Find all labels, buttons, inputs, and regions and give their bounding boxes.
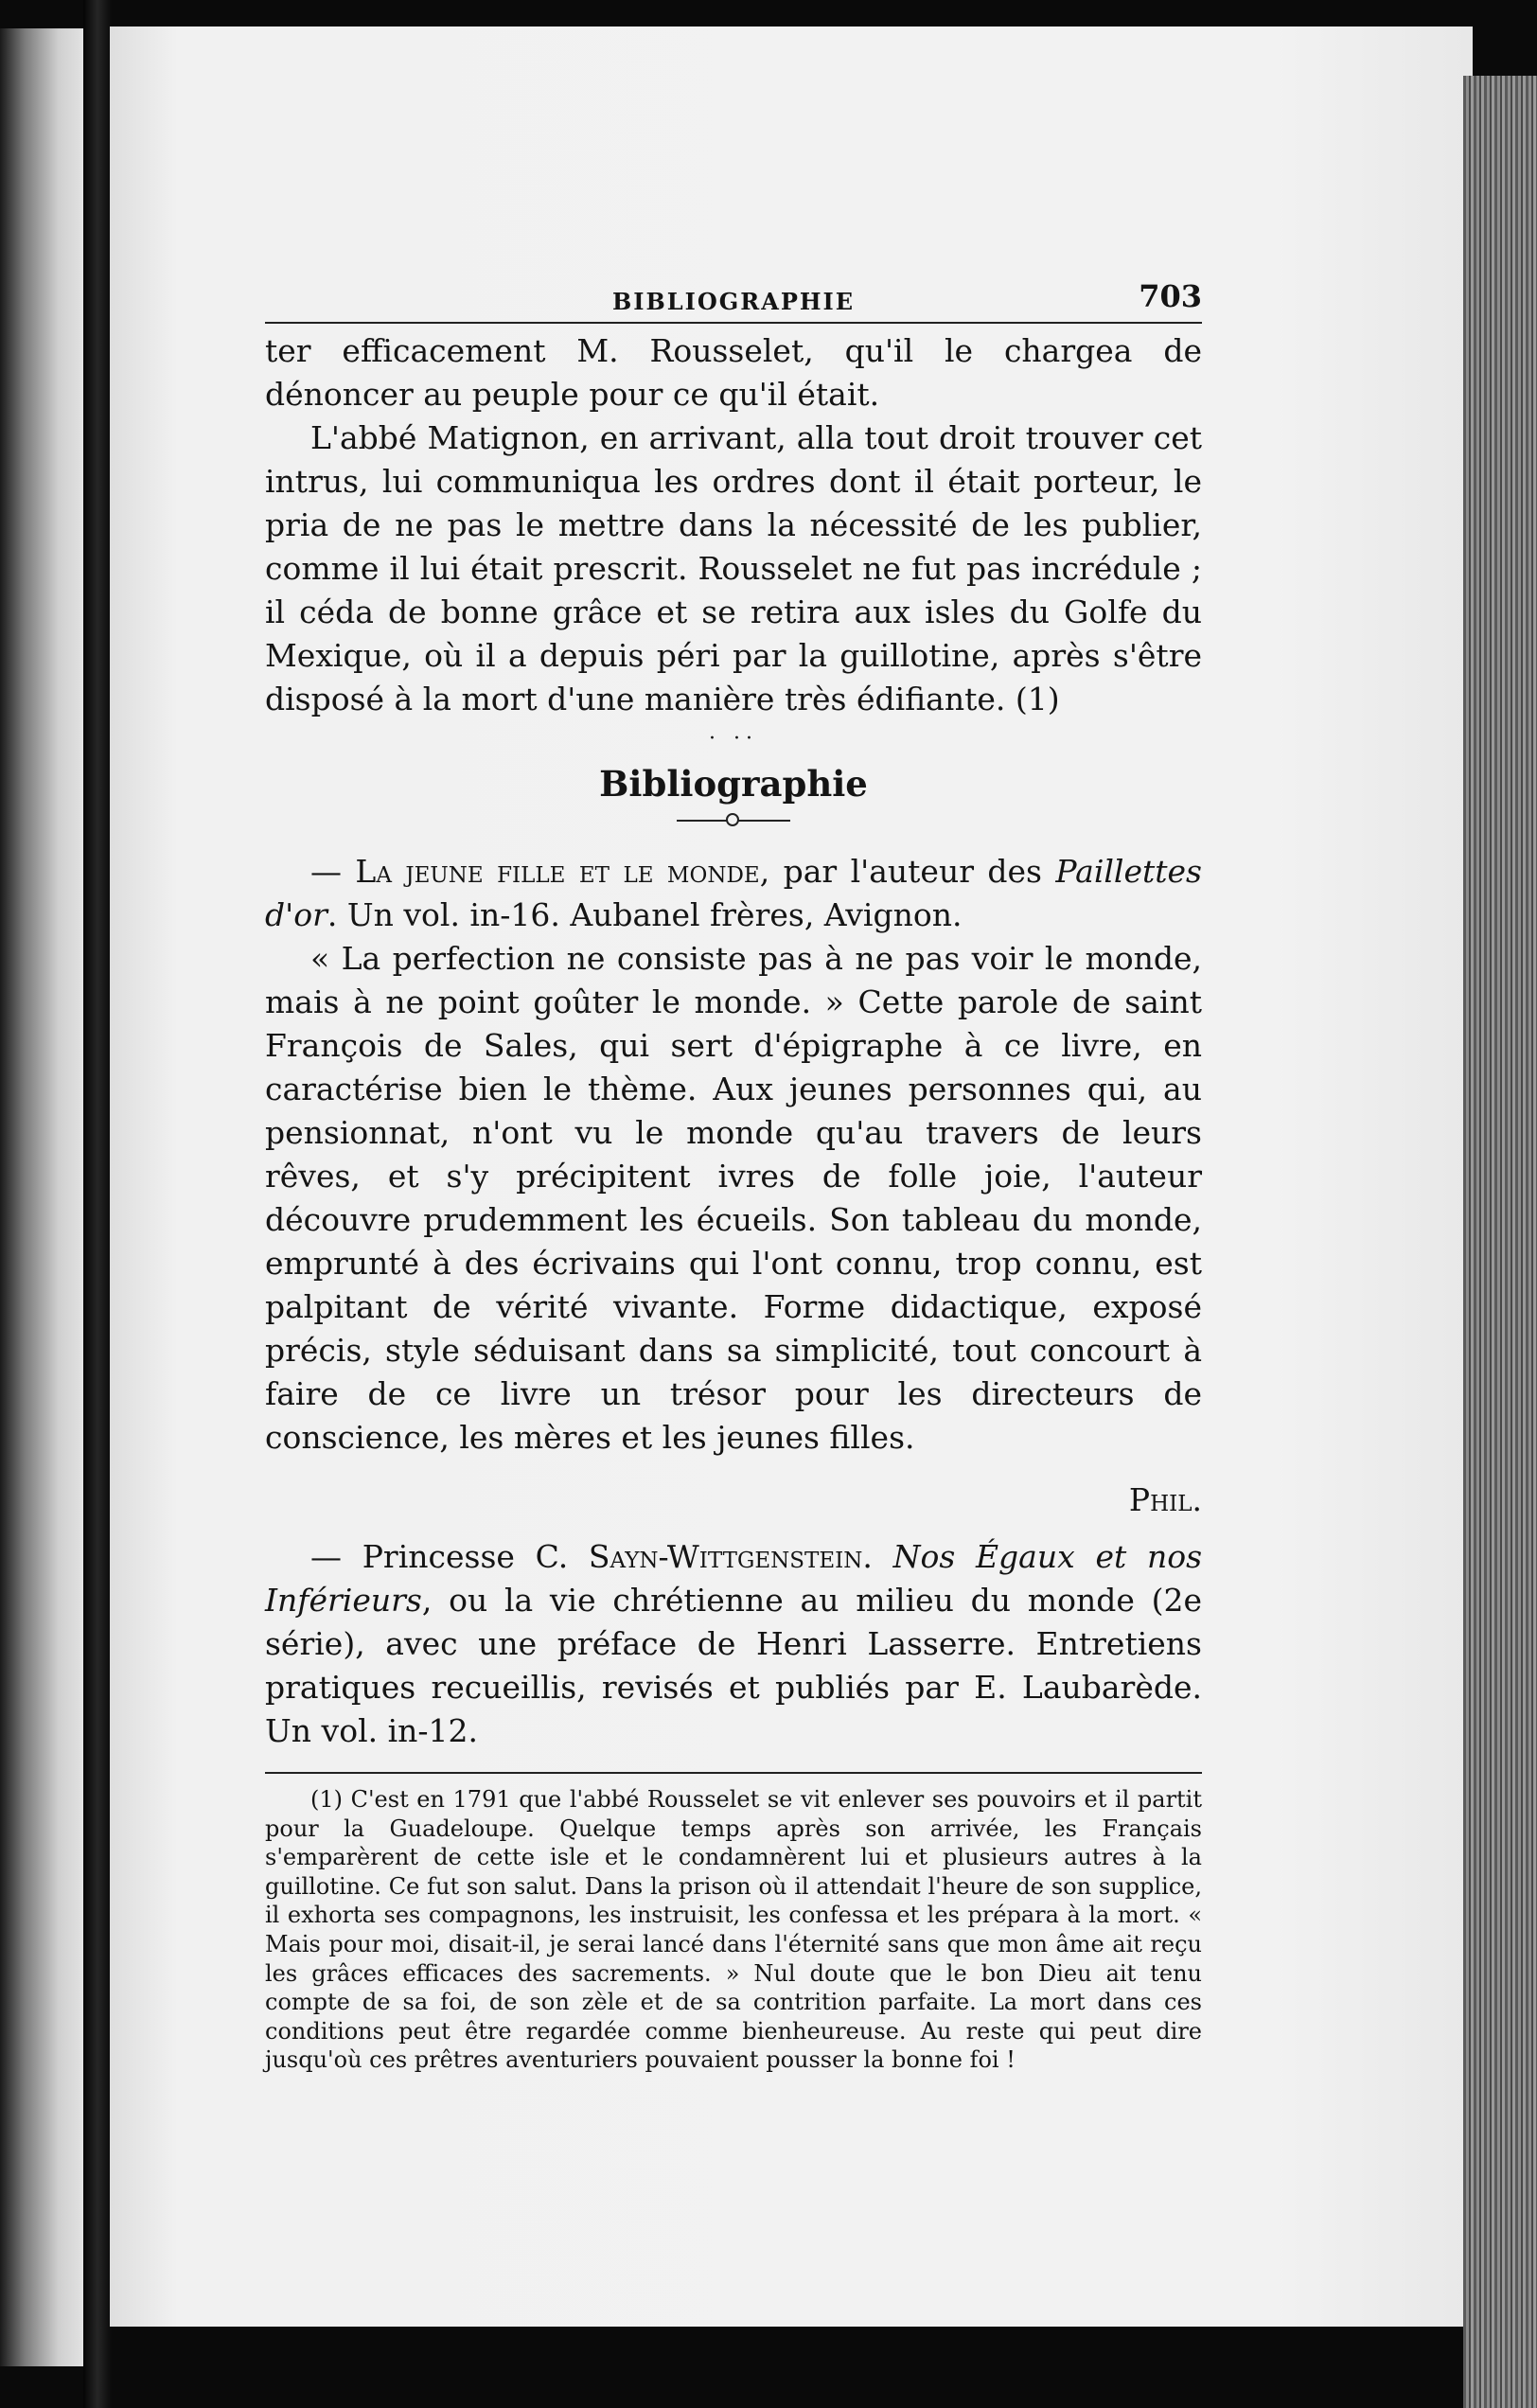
- notice-1-details: . Un vol. in-16. Aubanel frères, Avignon.: [327, 896, 963, 933]
- ornament-divider: [677, 820, 790, 833]
- intro-paragraph-2: L'abbé Matignon, en arrivant, alla tout droit trouver cet intrus, lui communiqua les ordres dont il était porteur, le pria de ne pas le mettre dans la nécessité de les publier, comme il lui était prescrit. Rousselet ne fut pas incrédule ; il céda de bonne grâce et se retira aux isles du Golfe du Mexique, où il a depuis péri par la guillotine, après s'être disposé à la mort d'une manière très édifiante. (1): [265, 419, 1202, 717]
- footnote: (1) C'est en 1791 que l'abbé Rousselet se vit enlever ses pouvoirs et il partit pour la Guadeloupe. Quelque temps après son arrivée, les Français s'emparèrent de cette isle et le condamnèrent lui et plusieurs autres à la guillotine. Ce fut son salut. Dans la prison où il attendait l'heure de son supplice, il exhorta ses compagnons, les instruisit, les confessa et les prépara à la mort. « Mais pour moi, disait-il, je serai lancé dans l'éternité sans que mon âme ait reçu les grâces efficaces des sacrements. » Nul doute que le bon Dieu ait tenu compte de sa foi, de son zèle et de sa contrition parfaite. La mort dans ces conditions peut être regardée comme bienheureuse. Au reste qui peut dire jusqu'où ces prêtres aventuriers pouvaient pousser la bonne foi !: [265, 1786, 1202, 2074]
- notice-2-title: Nos Égaux et nos Inférieurs: [265, 1538, 1203, 1619]
- notice-2-author-prefix: Princesse C.: [362, 1538, 589, 1575]
- notice-2-details: , ou la vie chrétienne au milieu du monde (2e série), avec une préface de Henri Lasserre. Entretiens pratiques recueillis, revisés et publiés par E. Laubarède. Un vol. in-12.: [265, 1582, 1202, 1749]
- notice-2-heading: [265, 1535, 1202, 1753]
- separator-dots: · ··: [709, 727, 758, 751]
- section-title: Bibliographie: [599, 763, 868, 805]
- notice-1-review: « La perfection ne consiste pas à ne pas voir le monde, mais à ne point goûter le monde. » Cette parole de saint François de Sales, qui sert d'épigraphe à ce livre, en caractérise bien le thème. Aux jeunes personnes qui, au pensionnat, n'ont vu le monde qu'au travers de leurs rêves, et s'y précipitent ivres de folle joie, l'auteur découvre prudemment les écueils. Son tableau du monde, emprunté à des écrivains qui l'ont connu, trop connu, est palpitant de vérité vivante. Forme didactique, exposé précis, style séduisant dans sa simplicité, tout concourt à faire de ce livre un trésor pour les directeurs de conscience, les mères et les jeunes filles.: [265, 940, 1202, 1456]
- notice-2-author-suffix: .: [862, 1538, 893, 1575]
- notice-1-source: Paillettes d'or: [265, 853, 1202, 933]
- notice-1-heading: [265, 850, 1202, 937]
- notice-2-dash: —: [310, 1538, 362, 1575]
- page-content: [265, 274, 1202, 2075]
- ornament-circle-icon: [726, 813, 739, 826]
- facing-page-edge: [0, 28, 83, 2366]
- running-title: BIBLIOGRAPHIE: [611, 288, 856, 315]
- intro-paragraph-1: ter efficacement M. Rousselet, qu'il le chargea de dénoncer au peuple pour ce qu'il était.: [265, 332, 1202, 413]
- page-number: 703: [1139, 278, 1202, 314]
- footnote-rule: [265, 1772, 1202, 1774]
- running-head: [265, 274, 1202, 318]
- notice-1-by: , par l'auteur des: [759, 853, 1056, 890]
- notice-1-signature: Phil.: [1128, 1481, 1202, 1518]
- notice-1-title: La jeune fille et le monde: [355, 853, 760, 890]
- notice-1-dash: —: [310, 853, 356, 890]
- page-edges: [1463, 76, 1537, 2408]
- book-binding: [83, 0, 112, 2408]
- notice-2-author-name: Sayn-Wittgenstein: [588, 1538, 863, 1575]
